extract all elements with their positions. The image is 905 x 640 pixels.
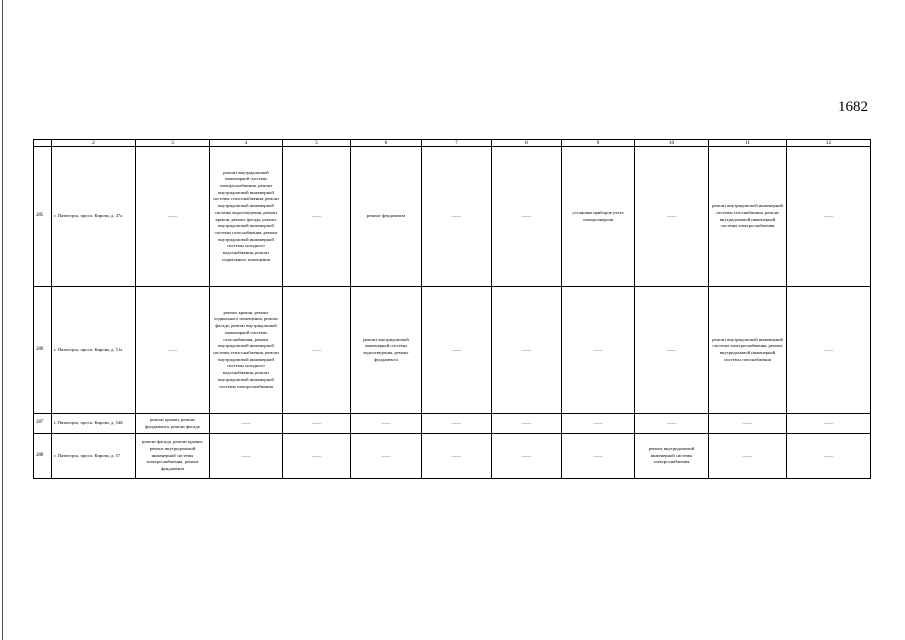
cell-col3: ремонт фасада, ремонт крыши, ремонт внутридомовой инженерной системы электроснабжения, ремонт фундамента xyxy=(136,434,210,479)
cell-col4: —— xyxy=(210,434,283,479)
row-address: г. Пятигорск, просп. Кирова, д. 51а xyxy=(52,287,136,414)
cell-col8: —— xyxy=(492,434,562,479)
cell-col11: —— xyxy=(709,434,787,479)
cell-col5: —— xyxy=(283,287,351,414)
page-number: 1682 xyxy=(838,99,868,115)
row-number: 385 xyxy=(34,147,52,287)
column-header: 4 xyxy=(210,140,283,147)
column-header: 8 xyxy=(492,140,562,147)
cell-col8: —— xyxy=(492,414,562,434)
table-row xyxy=(34,287,871,414)
cell-col8: —— xyxy=(492,287,562,414)
left-margin-rule xyxy=(2,0,3,640)
cell-col9: —— xyxy=(562,434,635,479)
row-number: 386 xyxy=(34,287,52,414)
cell-col9: —— xyxy=(562,414,635,434)
cell-col12: —— xyxy=(787,287,871,414)
cell-col9: установка приборов учета электроэнергии xyxy=(562,147,635,287)
cell-col6: ремонт внутридомовой инженерной системы водоотведения, ремонт фундамента xyxy=(351,287,422,414)
column-header: 12 xyxy=(787,140,871,147)
cell-col3: ремонт крыши, ремонт фундамента, ремонт фасада xyxy=(136,414,210,434)
cell-col12: —— xyxy=(787,147,871,287)
cell-col10: ремонт внутридомовой инженерной системы электроснабжения xyxy=(635,434,709,479)
column-header: 2 xyxy=(52,140,136,147)
cell-col12: —— xyxy=(787,414,871,434)
cell-col7: —— xyxy=(422,414,492,434)
cell-col7: —— xyxy=(422,434,492,479)
cell-col5: —— xyxy=(283,147,351,287)
row-address: г. Пятигорск, просп. Кирова, д. 54Б xyxy=(52,414,136,434)
cell-col3: —— xyxy=(136,287,210,414)
cell-col11: —— xyxy=(709,414,787,434)
cell-col7: —— xyxy=(422,147,492,287)
cell-col11: ремонт внутридомовой инженерной системы электроснабжения, ремонт внутридомовой инженерной системы газоснабжения xyxy=(709,287,787,414)
cell-col5: —— xyxy=(283,434,351,479)
column-header: 9 xyxy=(562,140,635,147)
cell-col11: ремонт внутридомовой инженерной системы газоснабжения, ремонт внутридомовой инженерной системы электроснабжения xyxy=(709,147,787,287)
cell-col4: ремонт внутридомовой инженерной системы электроснабжения, ремонт внутридомовой инженерной системы теплоснабжения, ремонт внутридомовой инженерной системы водоотведения, ремонт крыши, ремонт фасада, ремонт внутридомовой инженерной системы газоснабжения, ремонт внутридомовой инженерной системы холодного водоснабжения, ремонт подвального помещения xyxy=(210,147,283,287)
cell-col4: ремонт крыши, ремонт подвального помещения, ремонт фасада, ремонт внутридомовой инженерной системы газоснабжения, ремонт внутридомовой инженерной системы теплоснабжения, ремонт внутридомовой инженерной системы холодного водоснабжения, ремонт внутридомовой инженерной системы электроснабжения xyxy=(210,287,283,414)
cell-col4: —— xyxy=(210,414,283,434)
table-row xyxy=(34,414,871,434)
cell-col6: —— xyxy=(351,414,422,434)
table-row xyxy=(34,147,871,287)
column-header: 7 xyxy=(422,140,492,147)
row-number: 387 xyxy=(34,414,52,434)
table-row xyxy=(34,434,871,479)
row-address: г. Пятигорск, просп. Кирова, д. 57 xyxy=(52,434,136,479)
cell-col8: —— xyxy=(492,147,562,287)
column-header: 10 xyxy=(635,140,709,147)
cell-col10: —— xyxy=(635,414,709,434)
cell-col7: —— xyxy=(422,287,492,414)
cell-col12: —— xyxy=(787,434,871,479)
repair-schedule-table xyxy=(33,139,871,479)
column-header: 11 xyxy=(709,140,787,147)
column-number-row xyxy=(34,140,871,147)
cell-col3: —— xyxy=(136,147,210,287)
column-header: 3 xyxy=(136,140,210,147)
column-header xyxy=(34,140,52,147)
row-address: г. Пятигорск, просп. Кирова, д. 47а xyxy=(52,147,136,287)
column-header: 6 xyxy=(351,140,422,147)
row-number: 388 xyxy=(34,434,52,479)
cell-col9: —— xyxy=(562,287,635,414)
cell-col6: ремонт фундамента xyxy=(351,147,422,287)
cell-col5: —— xyxy=(283,414,351,434)
column-header: 5 xyxy=(283,140,351,147)
cell-col6: —— xyxy=(351,434,422,479)
cell-col10: —— xyxy=(635,287,709,414)
cell-col10: —— xyxy=(635,147,709,287)
